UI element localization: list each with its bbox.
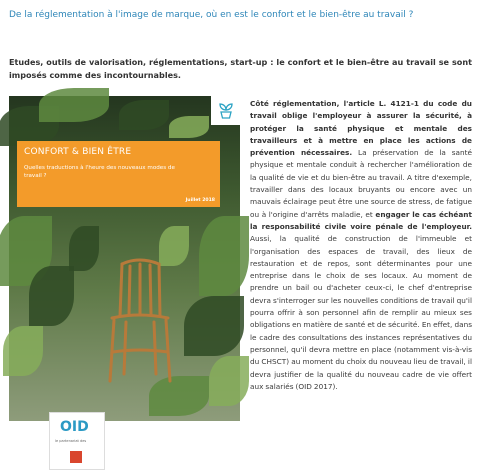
potted-plant-icon bbox=[211, 96, 240, 125]
partner-logo-icon bbox=[70, 451, 82, 463]
intro-paragraph: Etudes, outils de valorisation, réglementations, start-up : le confort et le bien-être au travail se sont imposés comme des incontournables. bbox=[9, 57, 472, 80]
oid-logo-text: OID bbox=[60, 419, 89, 435]
cover-heading: CONFORT & BIEN ÊTRE bbox=[24, 147, 132, 157]
oid-logo bbox=[49, 412, 105, 470]
cover-date: Juillet 2018 bbox=[185, 198, 215, 203]
cover-title-box bbox=[17, 141, 220, 207]
article-body bbox=[250, 98, 472, 393]
article-bold-2: engager le cas échéant la responsabilité civile voire pénale de l'employeur. bbox=[250, 209, 472, 231]
article-text-2: Aussi, la qualité de construction de l'immeuble et l'organisation des espaces de travail, des lieux de restauration et de repos, sont déterminantes pour une entreprise dans le choix de ses locaux. Au moment de prendre un bail ou d'acheter ceux-ci, le chef d'entreprise devra s'interroger sur les nouvelles conditions de travail qu'il pourra offrir à son personnel afin de remplir au mieux ses obligations en matière de santé et de sécurité. En effet, dans le cadre des consultations des instances représentatives du personnel, qu'il devra mettre en place (notamment vis-à-vis du CHSCT) au moment du choix du nouveau lieu de travail, il devra justifier de la qualité du nouveau cadre de vie offert aux salariés (OID 2017). bbox=[250, 234, 472, 391]
oid-logo-subtext: le partenariat des bbox=[55, 439, 87, 443]
cover-subtitle: Quelles traductions à l'heure des nouveaux modes de travail ? bbox=[24, 165, 175, 179]
article-text-1: La préservation de la santé physique et mentale conduit à rechercher l'amélioration de la qualité de vie et du bien-être au travail. A titre d'exemple, travailler dans des locaux bruyants ou encore avec un mauvais éclairage peut être une source de stress, de fatigue ou à l'origine d'arrêts maladie, et bbox=[250, 148, 472, 219]
report-cover-image bbox=[9, 96, 240, 443]
page-title: De la réglementation à l'image de marque, où en est le confort et le bien-être au travail ? bbox=[9, 10, 414, 20]
wooden-chair-icon bbox=[104, 256, 174, 386]
article-bold-1: Côté réglementation, l'article L. 4121-1 du code du travail oblige l'employeur à assurer la sécurité, à protéger la santé physique et mentale des travailleurs et à mettre en place les actions de prévention nécessaires. bbox=[250, 99, 472, 158]
